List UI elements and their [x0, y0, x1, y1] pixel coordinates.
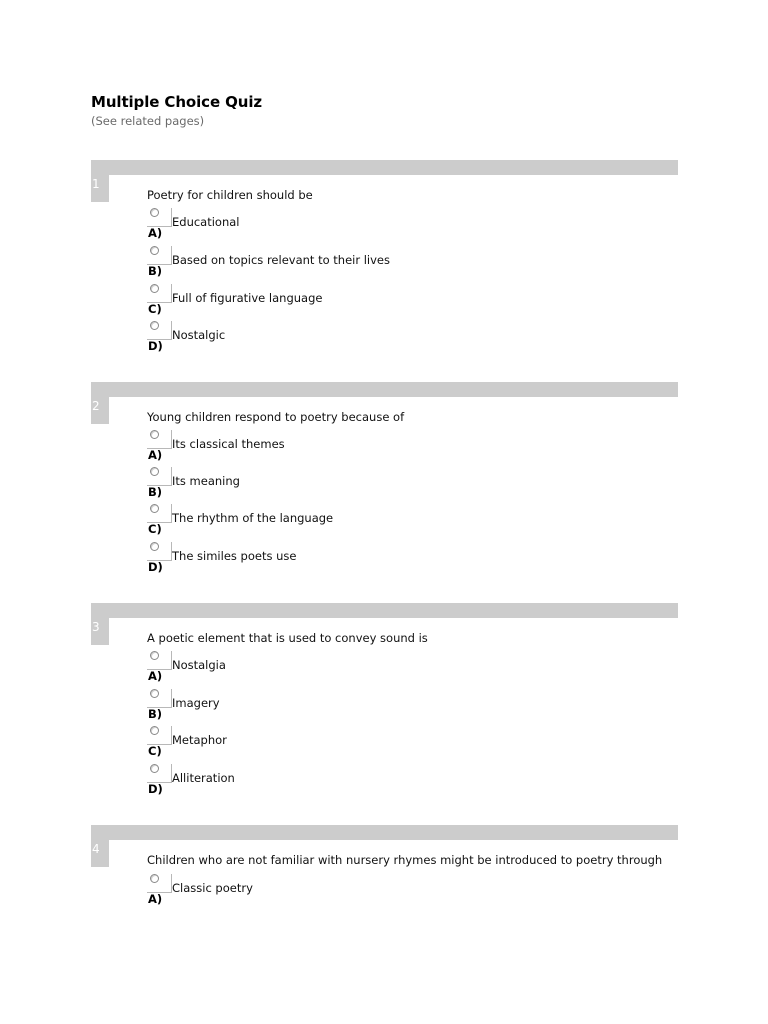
radio-button[interactable] [150, 764, 159, 773]
question-number: 1 [91, 175, 109, 202]
question-text: A poetic element that is used to convey sound is [147, 631, 428, 645]
option-label[interactable]: Imagery [172, 696, 220, 710]
option-letter: B) [148, 264, 163, 278]
radio-button[interactable] [150, 467, 159, 476]
option-label[interactable]: The rhythm of the language [172, 511, 334, 525]
option-row [147, 542, 647, 579]
option-letter: A) [148, 226, 163, 240]
option-letter: D) [148, 339, 163, 353]
option-label[interactable]: Educational [172, 215, 240, 229]
option-letter: D) [148, 560, 163, 574]
related-pages-link[interactable]: (See related pages) [91, 114, 205, 128]
option-row [147, 208, 647, 245]
option-label[interactable]: Its meaning [172, 474, 240, 488]
question-text: Poetry for children should be [147, 188, 313, 202]
question-text: Young children respond to poetry because of [147, 410, 405, 424]
option-row [147, 874, 647, 911]
question-text: Children who are not familiar with nursery rhymes might be introduced to poetry through [147, 853, 663, 867]
radio-button[interactable] [150, 874, 159, 883]
option-row [147, 689, 647, 726]
radio-button[interactable] [150, 284, 159, 293]
option-letter: C) [148, 522, 162, 536]
question-header-bar [91, 603, 678, 618]
option-row [147, 467, 647, 504]
radio-button[interactable] [150, 651, 159, 660]
question-number: 2 [91, 397, 109, 424]
question-header-bar [91, 160, 678, 175]
option-label[interactable]: Nostalgia [172, 658, 226, 672]
option-label[interactable]: The similes poets use [172, 549, 297, 563]
radio-button[interactable] [150, 321, 159, 330]
option-letter: A) [148, 448, 163, 462]
option-row [147, 284, 647, 321]
radio-button[interactable] [150, 246, 159, 255]
option-label[interactable]: Alliteration [172, 771, 235, 785]
option-row [147, 726, 647, 763]
option-letter: D) [148, 782, 163, 796]
question-number: 4 [91, 840, 109, 867]
radio-button[interactable] [150, 542, 159, 551]
option-label[interactable]: Its classical themes [172, 437, 285, 451]
radio-button[interactable] [150, 208, 159, 217]
page-title: Multiple Choice Quiz [91, 93, 263, 111]
radio-button[interactable] [150, 726, 159, 735]
option-letter: A) [148, 892, 163, 906]
question-header-bar [91, 382, 678, 397]
option-letter: A) [148, 669, 163, 683]
option-row [147, 764, 647, 801]
option-label[interactable]: Metaphor [172, 733, 227, 747]
question-header-bar [91, 825, 678, 840]
option-letter: B) [148, 485, 163, 499]
option-letter: B) [148, 707, 163, 721]
radio-button[interactable] [150, 689, 159, 698]
option-label[interactable]: Full of figurative language [172, 291, 323, 305]
option-row [147, 246, 647, 283]
option-letter: C) [148, 744, 162, 758]
option-label[interactable]: Based on topics relevant to their lives [172, 253, 390, 267]
option-row [147, 504, 647, 541]
option-label[interactable]: Nostalgic [172, 328, 226, 342]
option-row [147, 651, 647, 688]
option-row [147, 321, 647, 358]
option-letter: C) [148, 302, 162, 316]
option-row [147, 430, 647, 467]
radio-button[interactable] [150, 430, 159, 439]
option-label[interactable]: Classic poetry [172, 881, 253, 895]
question-number: 3 [91, 618, 109, 645]
radio-button[interactable] [150, 504, 159, 513]
